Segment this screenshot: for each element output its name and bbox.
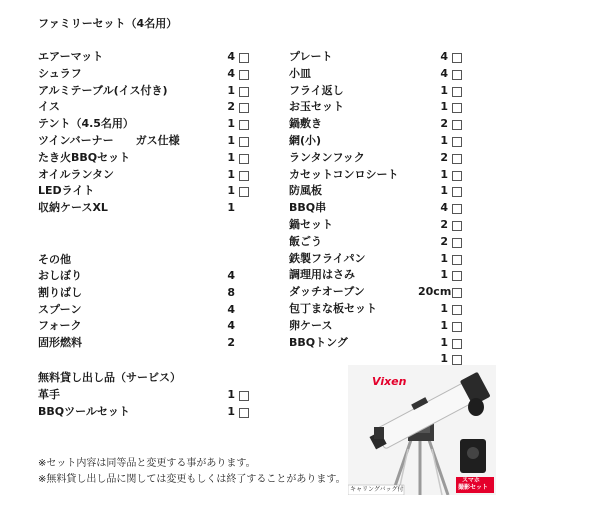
phone-set-label-2: 撮影セット [458, 484, 489, 491]
item-checkbox[interactable] [452, 171, 462, 181]
item-quantity: 1 [440, 352, 448, 366]
item-name: BBQトング [289, 335, 348, 349]
item-name: 収納ケースXL [38, 201, 108, 215]
item-quantity: 1 [440, 100, 448, 114]
item-checkbox[interactable] [239, 408, 249, 418]
item-quantity: 1 [440, 318, 448, 332]
item-checkbox[interactable] [452, 238, 462, 248]
item-quantity: 4 [440, 201, 448, 215]
item-quantity: 2 [227, 100, 235, 114]
item-checkbox[interactable] [452, 187, 462, 197]
item-quantity: 1 [440, 83, 448, 97]
item-name: ランタンフック [289, 150, 365, 164]
item-checkbox[interactable] [239, 70, 249, 80]
item-name: 包丁まな板セット [289, 302, 377, 315]
item-checkbox[interactable] [452, 87, 462, 97]
item-quantity: 1 [227, 134, 235, 147]
item-quantity: 1 [227, 117, 235, 131]
item-name: フォーク [38, 319, 82, 333]
telescope-product-image [348, 365, 496, 495]
free-rental-heading: 無料貸し出し品（サービス） [38, 371, 181, 384]
item-quantity: 2 [440, 234, 448, 248]
item-checkbox[interactable] [452, 103, 462, 113]
item-quantity: 4 [227, 302, 235, 316]
item-quantity: 8 [227, 285, 235, 299]
item-quantity: 2 [227, 336, 235, 350]
item-quantity: 4 [440, 50, 448, 63]
item-name: お玉セット [289, 100, 344, 114]
item-name: BBQ串 [289, 201, 327, 215]
item-name: BBQツールセット [38, 404, 130, 418]
item-name: 卵ケース [289, 318, 333, 332]
item-checkbox[interactable] [452, 70, 462, 80]
item-name: イス [38, 100, 60, 114]
item-checkbox[interactable] [239, 391, 249, 401]
item-quantity: 1 [440, 167, 448, 181]
carry-bag-label: キャリングバッグ付 [350, 486, 404, 493]
item-name: ダッチオーブン [289, 285, 365, 299]
item-quantity: 1 [227, 83, 235, 97]
item-name: 鍋セット [289, 218, 333, 231]
item-quantity: 1 [227, 184, 235, 198]
item-name: おしぼり [38, 269, 82, 282]
note-2: ※無料貸し出し品に関しては変更もしくは終了することがあります。 [38, 474, 346, 485]
item-checkbox[interactable] [239, 53, 249, 63]
item-name: ツインバーナー ガス仕様 [38, 134, 180, 147]
item-name: 防風板 [289, 184, 322, 198]
item-checkbox[interactable] [452, 137, 462, 147]
item-name: シュラフ [38, 66, 82, 80]
item-name: アルミテーブル(イス付き) [38, 83, 168, 97]
item-checkbox[interactable] [452, 288, 462, 298]
item-name: 固形燃料 [38, 336, 82, 350]
item-quantity: 4 [227, 319, 235, 333]
item-name: 鍋敷き [289, 117, 322, 131]
item-name: 鉄製フライパン [289, 251, 366, 265]
item-quantity: 2 [440, 218, 448, 231]
item-checkbox[interactable] [452, 53, 462, 63]
item-quantity: 1 [440, 268, 448, 282]
item-quantity: 1 [227, 201, 235, 215]
vixen-logo: Vixen [372, 375, 407, 388]
item-name: 小皿 [289, 66, 311, 80]
item-checkbox[interactable] [452, 255, 462, 265]
item-name: 革手 [38, 388, 60, 401]
item-name: カセットコンロシート [289, 167, 399, 181]
item-name: 調理用はさみ [289, 268, 355, 282]
item-quantity: 1 [227, 388, 235, 401]
item-checkbox[interactable] [452, 305, 462, 315]
item-checkbox[interactable] [239, 120, 249, 130]
item-name: たき火BBQセット [38, 150, 131, 164]
item-quantity: 1 [227, 404, 235, 418]
item-checkbox[interactable] [239, 154, 249, 164]
item-quantity: 1 [227, 150, 235, 164]
note-1: ※セット内容は同等品と変更する事があります。 [38, 458, 256, 469]
item-name: テント（4.5名用） [38, 117, 134, 131]
item-quantity: 4 [227, 50, 235, 63]
item-checkbox[interactable] [452, 355, 462, 365]
item-checkbox[interactable] [452, 339, 462, 349]
others-heading: その他 [38, 253, 71, 266]
item-quantity: 1 [440, 335, 448, 349]
phone-set-label-1: スマホ [462, 477, 480, 484]
item-checkbox[interactable] [239, 171, 249, 181]
item-name: オイルランタン [38, 167, 115, 181]
item-checkbox[interactable] [239, 137, 249, 147]
item-quantity: 4 [440, 66, 448, 80]
item-name: LEDライト [38, 184, 95, 198]
item-checkbox[interactable] [239, 187, 249, 197]
item-quantity: 2 [440, 117, 448, 131]
item-checkbox[interactable] [239, 87, 249, 97]
item-checkbox[interactable] [452, 271, 462, 281]
item-name: エアーマット [38, 50, 104, 63]
item-checkbox[interactable] [452, 322, 462, 332]
item-quantity: 1 [440, 184, 448, 198]
item-quantity: 1 [227, 167, 235, 181]
item-quantity: 4 [227, 66, 235, 80]
item-checkbox[interactable] [452, 154, 462, 164]
item-checkbox[interactable] [452, 204, 462, 214]
item-quantity: 4 [227, 269, 235, 282]
item-name: 割りばし [38, 285, 82, 299]
item-quantity: 1 [440, 251, 448, 265]
item-quantity: 2 [440, 150, 448, 164]
item-name: フライ返し [289, 83, 344, 97]
item-quantity: 1 [440, 134, 448, 147]
item-name: スプーン [38, 302, 82, 316]
item-name: 網(小) [289, 134, 322, 147]
item-checkbox[interactable] [239, 103, 249, 113]
page-title: ファミリーセット（4名用） [38, 17, 178, 30]
item-checkbox[interactable] [452, 221, 462, 231]
item-quantity: 1 [440, 302, 448, 315]
item-name: プレート [289, 50, 333, 63]
item-name: 飯ごう [289, 234, 322, 248]
item-checkbox[interactable] [452, 120, 462, 130]
item-quantity: 20cm [418, 285, 452, 299]
